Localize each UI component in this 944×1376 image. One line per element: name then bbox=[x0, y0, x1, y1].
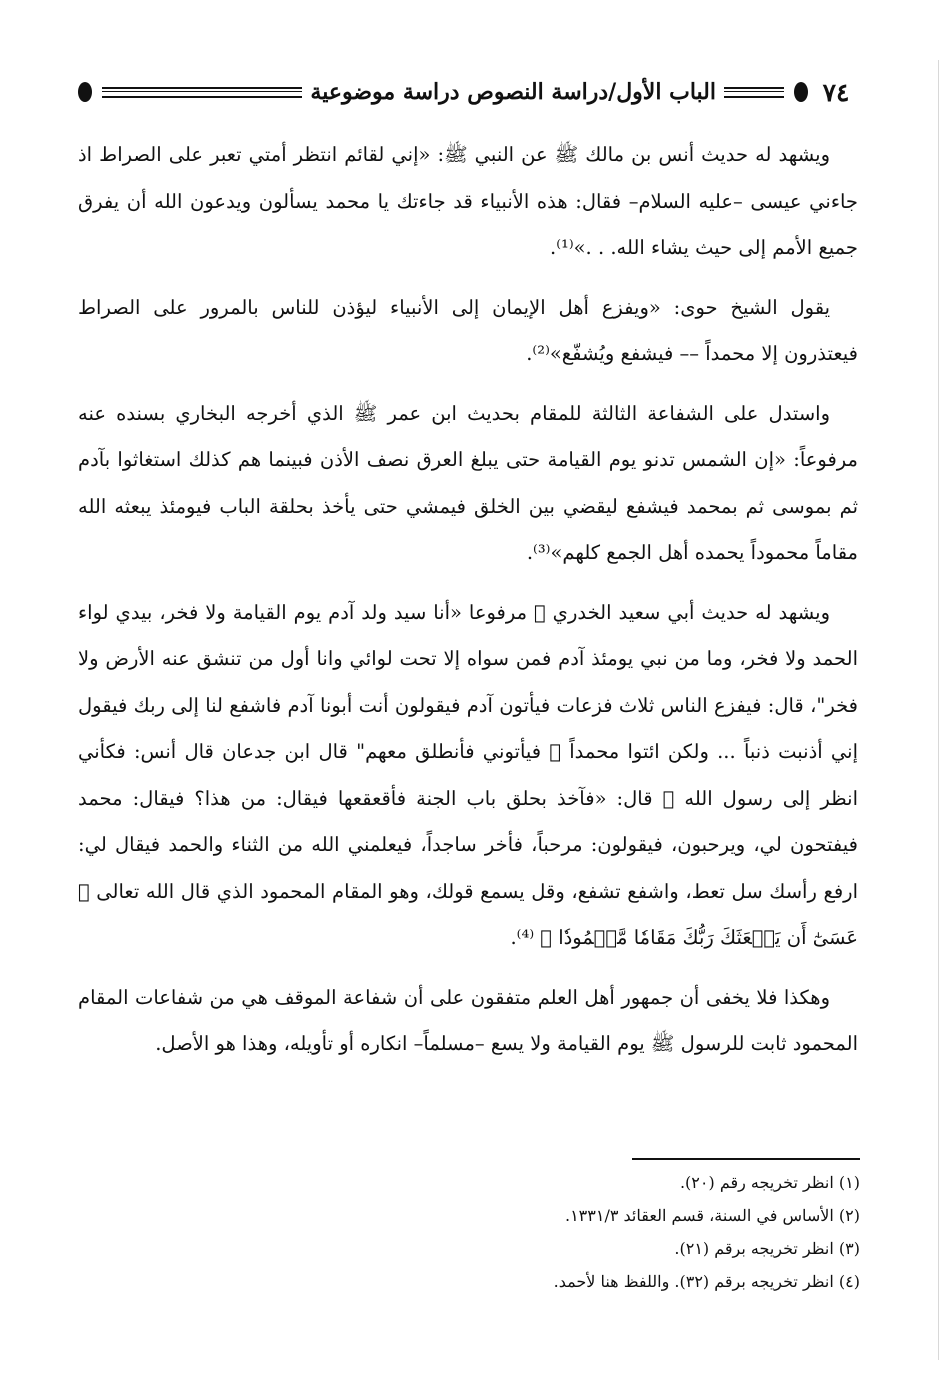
paragraph: واستدل على الشفاعة الثالثة للمقام بحديث ابن عمر ﷺ الذي أخرجه البخاري بسنده عنه مرفوعاً: «إن الشمس تدنو يوم القيامة حتى يبلغ العرق نصف الأذن فبينما هم كذلك استغاثوا بآدم ثم بموسى ثم بمحمد فيشفع ليقضي بين الخلق فيمشي حتى يأخذ بحلقة الباب فيومئذ يبعثه الله مقاماً محموداً يحمده أهل الجمع كلهم»⁽³⁾. bbox=[78, 401, 858, 564]
page-header bbox=[78, 72, 858, 112]
footnote: (٣) انظر تخريجه برقم (٢١). bbox=[674, 1239, 860, 1258]
header-rule bbox=[102, 87, 302, 98]
scan-edge-line bbox=[938, 60, 939, 1360]
header-ornament-dot bbox=[794, 82, 808, 102]
header-ornament-dot bbox=[78, 82, 92, 102]
body-text bbox=[78, 132, 858, 1081]
footnote: (١) انظر تخريجه رقم (٢٠). bbox=[679, 1173, 860, 1192]
paragraph: ويشهد له حديث أنس بن مالك ﷺ عن النبي ﷺ: «إني لقائم انتظر أمتي تعبر على الصراط اذ جاءني عيسى –عليه السلام– فقال: هذه الأنبياء قد جاءتك يا محمد يسألون ويدعون الله أن يفرق جميع الأمم إلى حيث يشاء الله. . .»⁽¹⁾. bbox=[78, 143, 858, 259]
running-title: الباب الأول/دراسة النصوص دراسة موضوعية bbox=[310, 79, 716, 105]
footnotes bbox=[160, 1166, 860, 1298]
header-rule bbox=[724, 87, 784, 98]
page-number: ٧٤ bbox=[822, 77, 850, 107]
paragraph: ويشهد له حديث أبي سعيد الخدري ﷺ مرفوعا «أنا سيد ولد آدم يوم القيامة ولا فخر، بيدي لواء الحمد ولا فخر، وما من نبي يومئذ آدم فمن سواه إلا تحت لوائي وانا أول من تنشق عنه الأرض ولا فخر"، قال: فيفزع الناس ثلاث فزعات فيأتون آدم فيقولون أنت أبونا آدم فاشفع لنا إلى ربك فيقول إني أذنبت ذنباً ... ولكن ائتوا محمداً ﷺ فيأتوني فأنطلق معهم" قال ابن جدعان قال أنس: فكأني انظر إلى رسول الله ﷺ قال: «فآخذ بحلق باب الجنة فأقعقعها فيقال: من هذا؟ فيقال: محمد فيفتحون لي، ويرحبون، فيقولون: مرحباً، فأخر ساجداً، فيعلمني الله من الثناء والحمد فيقال لي: ارفع رأسك سل تعط، واشفع تشفع، وقل يسمع قولك، وهو المقام المحمود الذي قال الله تعالى ﴿ عَسَىٰٓ أَن يَبۡعَثَكَ رَبُّكَ مَقَامٗا مَّحۡمُودٗا ﴾ ⁽⁴⁾. bbox=[78, 600, 858, 949]
paragraph: يقول الشيخ حوى: «ويفزع أهل الإيمان إلى الأنبياء ليؤذن للناس بالمرور على الصراط فيعتذرون إلا محمداً –– فيشفع ويُشفّع»⁽²⁾. bbox=[78, 295, 858, 365]
footnote: (٤) انظر تخريجه برقم (٣٢). واللفظ هنا لأحمد. bbox=[553, 1272, 860, 1291]
footnote: (٢) الأساس في السنة، قسم العقائد ١٣٣١/٣. bbox=[564, 1206, 860, 1225]
footnote-separator bbox=[632, 1158, 860, 1160]
paragraph: وهكذا فلا يخفى أن جمهور أهل العلم متفقون على أن شفاعة الموقف هي من شفاعات المقام المحمود ثابت للرسول ﷺ يوم القيامة ولا يسع –مسلماً– انكاره أو تأويله، وهذا هو الأصل. bbox=[78, 985, 858, 1055]
